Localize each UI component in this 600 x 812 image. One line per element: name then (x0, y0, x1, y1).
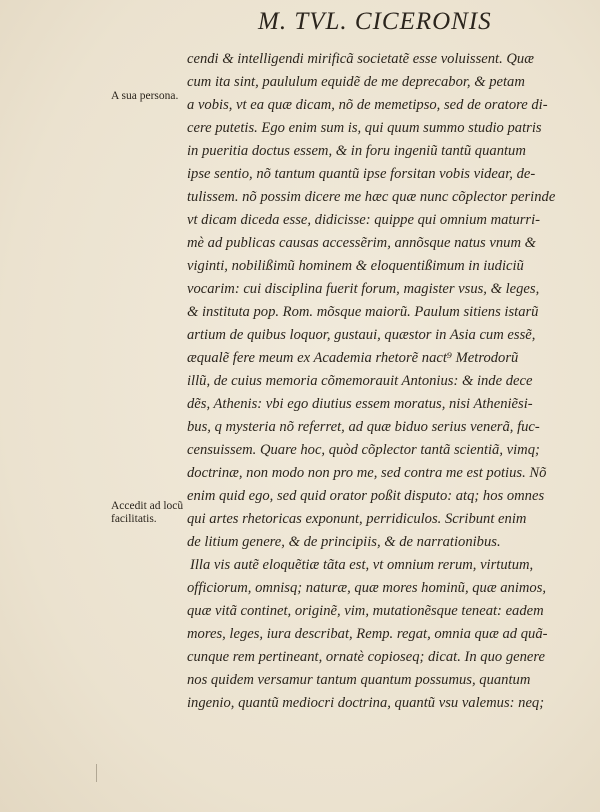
text-line: enim quid ego, sed quid orator poßit disputo: atq; hos omnes (187, 488, 545, 504)
marginal-note: A sua persona. (111, 90, 179, 102)
text-line: nos quidem versamur tantum quantum possumus, quantum (187, 672, 531, 688)
text-line: ipse sentio, nõ tantum quantũ ipse forsitan vobis videar, de- (187, 166, 536, 182)
text-line: vt dicam diceda esse, didicisse: quippe qui omnium maturri- (187, 212, 541, 228)
text-line: mores, leges, iura describat, Remp. regat, omnia quæ ad quã- (187, 626, 548, 642)
page-edge-mark (96, 764, 97, 782)
marginal-note-block (111, 500, 183, 526)
text-line: cere putetis. Ego enim sum is, qui quum summo studio patris (187, 120, 542, 136)
marginal-note-line: Accedit ad locũ (111, 500, 184, 512)
text-line: viginti, nobilißimũ hominem & eloquentißimum in iudiciũ (187, 258, 524, 274)
marginal-note-line: facilitatis. (111, 513, 157, 525)
text-line: de litium genere, & de principiis, & de narrationibus. (187, 534, 501, 550)
text-line: doctrinæ, non modo non pro me, sed contra me est potius. Nõ (187, 465, 547, 481)
text-line: cunque rem pertineant, ornatè copioseq; dicat. In quo genere (187, 649, 545, 665)
text-line: artium de quibus loquor, gustaui, quæstor in Asia cum essẽ, (187, 327, 536, 343)
text-line: dẽs, Athenis: vbi ego diutius essem moratus, nisi Atheniẽsi- (187, 396, 533, 412)
text-line: cendi & intelligendi mirificã societatẽ esse voluissent. Quæ (187, 51, 534, 67)
text-line: a vobis, vt ea quæ dicam, nõ de memetipso, sed de oratore di- (187, 97, 548, 113)
text-line: bus, q mysteria nõ referret, ad quæ biduo serius venerã, fuc- (187, 419, 540, 435)
main-text-block (187, 48, 571, 715)
text-line: vocarim: cui disciplina fuerit forum, magister vsus, & leges, (187, 281, 540, 297)
text-line: tulissem. nõ possim dicere me hæc quæ nunc cõplector perinde (187, 189, 556, 205)
text-line: & instituta pop. Rom. mõsque maiorũ. Paulum sitiens istarũ (187, 304, 539, 320)
text-line: æqualẽ fere meum ex Academia rhetorẽ nact⁹ Metrodorũ (187, 350, 519, 366)
text-line: illũ, de cuius memoria cõmemorauit Antonius: & inde dece (187, 373, 533, 389)
running-title: M. TVL. CICERONIS (258, 8, 492, 35)
text-line: ingenio, quantũ mediocri doctrina, quantũ vsu valemus: neq; (187, 695, 545, 711)
text-line: qui artes rhetoricas exponunt, perridiculos. Scribunt enim (187, 511, 527, 527)
text-line: in pueritia doctus essem, & in foru ingeniũ tantũ quantum (187, 143, 526, 159)
text-line: officiorum, omnisq; naturæ, quæ mores hominũ, quæ animos, (187, 580, 547, 596)
text-line: mè ad publicas causas accessẽrim, annõsque natus vnum & (187, 235, 536, 251)
text-line: Illa vis autẽ eloquẽtiæ tãta est, vt omnium rerum, virtutum, (190, 557, 534, 573)
text-line: cum ita sint, paululum equidẽ de me deprecabor, & petam (187, 74, 525, 90)
text-line: quæ vitã continet, originẽ, vim, mutationẽsque teneat: eadem (187, 603, 544, 619)
text-line: censuissem. Quare hoc, quòd cõplector tantã scientiã, vimq; (187, 442, 540, 458)
